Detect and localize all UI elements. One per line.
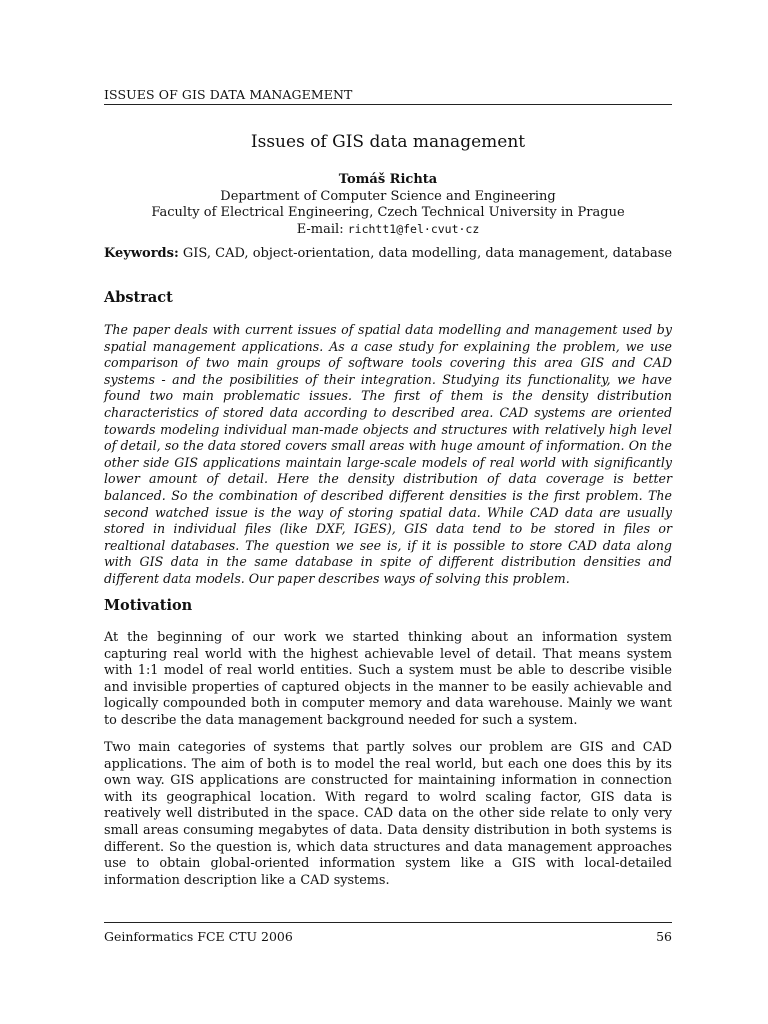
keywords-label: Keywords: bbox=[104, 246, 179, 261]
header-rule bbox=[104, 104, 672, 105]
email-address: richtt1@fel·cvut·cz bbox=[347, 222, 480, 236]
motivation-paragraph: At the beginning of our work we started thinking about an information system capturing real world with the highest achievable level of detail. That means system with 1:1 model of real world entities. Such a system must be able to describe visible and invisible properties of captured objects in the manner to be easily achievable and logically compounded both in computer memory and data warehouse. Mainly we want to describe the data management background needed for such a system. bbox=[104, 630, 672, 728]
email-label: E-mail: bbox=[296, 222, 344, 237]
affiliation-department: Department of Computer Science and Engineering bbox=[220, 189, 556, 204]
motivation-paragraph: Two main categories of systems that partly solves our problem are GIS and CAD applications. The aim of both is to model the real world, but each one does this by its own way. GIS applications are constructed for maintaining information in connection with its geographical location. With regard to wolrd scaling factor, GIS data is reatively well distributed in the space. CAD data on the other side relate to only very small areas consuming megabytes of data. Data density distribution in both systems is different. So the question is, which data structures and data management approaches use to obtain global-oriented information system like a GIS with local-detailed information description like a CAD systems. bbox=[104, 740, 672, 888]
footer-rule bbox=[104, 922, 672, 923]
keywords-line bbox=[104, 246, 672, 262]
abstract-text: The paper deals with current issues of spatial data modelling and management used by spatial management applications. As a case study for explaining the problem, we use comparison of two main groups of software tools covering this area GIS and CAD systems - and the posibilities of their integration. Studying its functionality, we have found two main problematic issues. The first of them is the density distribution characteristics of stored data according to described area. CAD systems are oriented towards modeling individual man-made objects and structures with relatively high level of detail, so the data stored covers small areas with huge amount of information. On the other side GIS applications maintain large-scale models of real world with significantly lower amount of detail. Here the density distribution of data coverage is better balanced. So the combination of described different densities is the first problem. The second watched issue is the way of storing spatial data. While CAD data are usually stored in individual files (like DXF, IGES), GIS data tend to be stored in files or realtional databases. The question we see is, if it is possible to store CAD data along with GIS data in the same database in spite of different distribution densities and different data models. Our paper describes ways of solving this problem. bbox=[104, 322, 672, 586]
author-name: Tomáš Richta bbox=[338, 172, 438, 187]
affiliation-email-line bbox=[104, 221, 672, 238]
running-header: ISSUES OF GIS DATA MANAGEMENT bbox=[104, 87, 353, 102]
abstract-heading: Abstract bbox=[104, 289, 173, 306]
motivation-heading: Motivation bbox=[104, 597, 193, 614]
affiliation-faculty: Faculty of Electrical Engineering, Czech Technical University in Prague bbox=[151, 205, 625, 220]
paper-page bbox=[104, 0, 672, 1024]
paper-title: Issues of GIS data management bbox=[250, 132, 526, 152]
page-number: 56 bbox=[656, 929, 672, 944]
footer-journal: Geinformatics FCE CTU 2006 bbox=[104, 929, 293, 944]
keywords-text: GIS, CAD, object-orientation, data modelling, data management, database bbox=[182, 246, 673, 261]
